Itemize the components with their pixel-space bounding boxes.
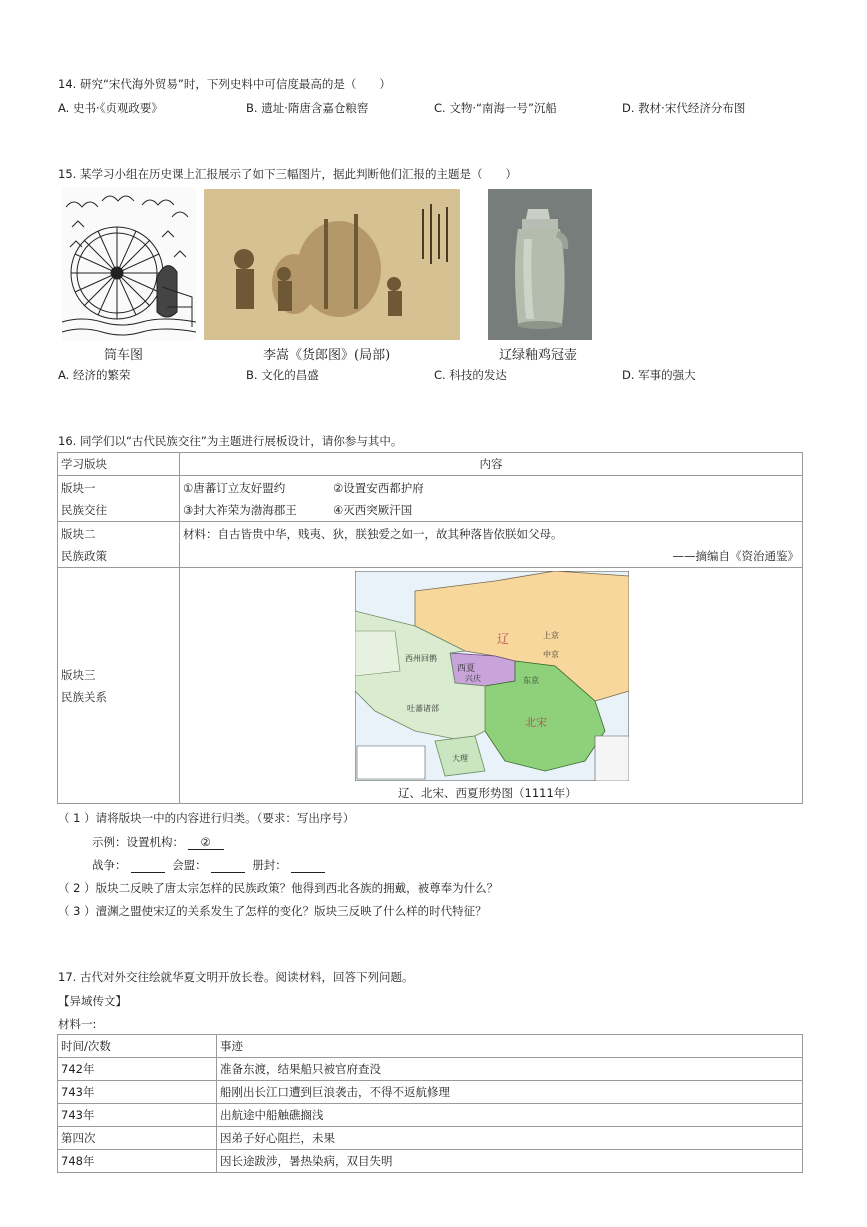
q17-row4-event: 因弟子好心阻拦，未果 (217, 1127, 803, 1150)
q16-header-block: 学习版块 (58, 453, 180, 476)
water-wheel-caption: 筒车图 (104, 348, 144, 363)
q16-sub1: （ 1 ）请将版块一中的内容进行归类。（要求：写出序号） (58, 811, 355, 825)
map-label-dali: 大理 (452, 753, 468, 763)
q16-fill-blanks (92, 857, 329, 873)
q17-row2-time: 743年 (58, 1081, 217, 1104)
q16-item-1: ①唐蕃订立友好盟约 (183, 480, 286, 495)
table-row (58, 1127, 803, 1150)
q16-row2-label2: 民族政策 (61, 548, 107, 563)
q16-row2-label (58, 522, 180, 568)
q14-option-a: A. 史书·《贞观政要》 (58, 101, 163, 115)
map-label-xizhou: 西州回鹘 (405, 653, 437, 663)
q17-header-time: 时间/次数 (58, 1035, 217, 1058)
q17-row4-time: 第四次 (58, 1127, 217, 1150)
q16-example (92, 834, 224, 850)
q15-option-b: B. 文化的昌盛 (246, 368, 319, 382)
green-glaze-pot-image (488, 189, 592, 340)
q15-option-d: D. 军事的强大 (622, 368, 696, 382)
q17-row5-time: 748年 (58, 1150, 217, 1173)
map-label-kaifeng: 东京 (523, 675, 539, 685)
q16-row3-content (180, 568, 803, 804)
q16-row3-label2: 民族关系 (61, 689, 107, 704)
q14-options (58, 100, 818, 116)
q16-fill-enfeoff-blank[interactable] (291, 872, 325, 873)
q16-row3-label (58, 568, 180, 804)
map-label-song: 北宋 (525, 715, 547, 729)
q15-option-a: A. 经济的繁荣 (58, 368, 131, 382)
q14-option-c: C. 文物·“南海一号”沉船 (434, 101, 557, 115)
q16-item-4: ④灭西突厥汗国 (333, 502, 413, 517)
q16-example-label: 示例：设置机构： (92, 835, 184, 849)
q16-table (57, 452, 803, 804)
map-label-liao: 辽 (497, 631, 510, 646)
q17-table (57, 1034, 803, 1173)
q16-sub2: （ 2 ）版块二反映了唐太宗怎样的民族政策？他得到西北各族的拥戴，被尊奉为什么？ (58, 881, 499, 895)
map-label-zhongjing: 中京 (543, 649, 559, 659)
q17-stem: 17. 古代对外交往绘就华夏文明开放长卷。阅读材料，回答下列问题。 (58, 970, 414, 984)
q16-row2-content (180, 522, 803, 568)
q15-options (58, 367, 818, 383)
q16-sub3: （ 3 ）澶渊之盟使宋辽的关系发生了怎样的变化？版块三反映了什么样的时代特征？ (58, 904, 487, 918)
table-row (58, 1104, 803, 1127)
q16-fill-enfeoff-label: 册封： (252, 858, 287, 872)
q16-fill-alliance-blank[interactable] (211, 872, 245, 873)
q16-fill-war-label: 战争： (92, 858, 127, 872)
q17-row1-time: 742年 (58, 1058, 217, 1081)
q17-row2-event: 船刚出长江口遭到巨浪袭击，不得不返航修理 (217, 1081, 803, 1104)
map-label-xixia: 西夏 (457, 663, 476, 674)
q17-row3-event: 出航途中船触礁搁浅 (217, 1104, 803, 1127)
q16-row1-label (58, 476, 180, 522)
q16-header-content: 内容 (180, 453, 803, 476)
q14-stem: 14. 研究“宋代海外贸易”时，下列史料中可信度最高的是（ ） (58, 77, 391, 91)
q16-row1-label2: 民族交往 (61, 502, 107, 517)
q15-stem: 15. 某学习小组在历史课上汇报展示了如下三幅图片，据此判断他们汇报的主题是（ ） (58, 167, 517, 181)
q14-option-d: D. 教材·宋代经济分布图 (622, 101, 746, 115)
q16-fill-war-blank[interactable] (131, 872, 165, 873)
q16-material-source: ——摘编自《资治通鉴》 (672, 548, 799, 563)
q17-row1-event: 准备东渡，结果船只被官府查没 (217, 1058, 803, 1081)
map-caption: 辽、北宋、西夏形势图（1111年） (398, 785, 577, 800)
green-glaze-pot-caption: 辽绿釉鸡冠壶 (499, 348, 578, 363)
liao-song-xixia-map (355, 571, 629, 781)
q17-row5-event: 因长途跋涉，暑热染病，双目失明 (217, 1150, 803, 1173)
q16-row2-label1: 版块二 (61, 526, 96, 541)
peddler-painting-caption: 李嵩《货郎图》(局部) (263, 348, 391, 363)
q14-option-b: B. 遗址·隋唐含嘉仓粮窖 (246, 101, 369, 115)
peddler-painting-image (204, 189, 460, 340)
map-label-tubo: 吐蕃诸部 (407, 703, 439, 713)
q16-fill-alliance-label: 会盟： (172, 858, 207, 872)
q16-material: 材料：自古皆贵中华，贱夷、狄，朕独爱之如一，故其种落皆依朕如父母。 (183, 526, 563, 541)
q17-material-label: 材料一: (58, 1017, 97, 1031)
q17-row3-time: 743年 (58, 1104, 217, 1127)
q16-row1-label1: 版块一 (61, 480, 96, 495)
q16-stem: 16. 同学们以“古代民族交往”为主题进行展板设计，请你参与其中。 (58, 434, 403, 448)
map-label-shangjing: 上京 (543, 630, 559, 640)
q16-row3-label1: 版块三 (61, 667, 96, 682)
q17-header-event: 事迹 (217, 1035, 803, 1058)
q16-row1-content (180, 476, 803, 522)
water-wheel-image (62, 187, 196, 341)
q15-option-c: C. 科技的发达 (434, 368, 507, 382)
table-row (58, 1081, 803, 1104)
q16-example-value: ② (188, 835, 224, 850)
q17-section: 【异域传文】 (58, 994, 127, 1008)
map-label-xingqing: 兴庆 (465, 673, 481, 683)
table-row (58, 1150, 803, 1173)
table-row (58, 1058, 803, 1081)
q16-item-2: ②设置安西都护府 (333, 480, 424, 495)
q16-item-3: ③封大祚荣为渤海郡王 (183, 502, 297, 517)
